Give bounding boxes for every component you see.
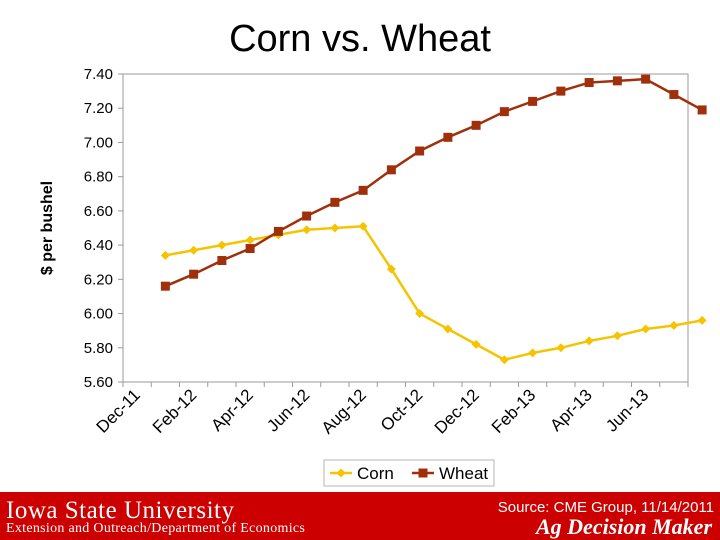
legend-label: Wheat — [439, 464, 489, 483]
corn-point — [528, 348, 537, 357]
corn-point — [641, 324, 650, 333]
y-tick-label: 6.40 — [83, 237, 113, 255]
legend-marker — [419, 469, 428, 478]
wheat-point — [443, 133, 452, 142]
legend-label: Corn — [357, 464, 394, 483]
corn-point — [698, 316, 707, 325]
corn-point — [161, 251, 170, 260]
y-axis-label: $ per bushel — [39, 180, 56, 276]
x-tick-label: Oct-12 — [376, 385, 427, 435]
y-tick-label: 6.00 — [83, 305, 113, 323]
source-note: Source: CME Group, 11/14/2011 — [497, 499, 714, 516]
y-tick-label: 6.80 — [83, 168, 113, 186]
department-name: Extension and Outreach/Department of Economics — [6, 521, 306, 536]
corn-point — [217, 241, 226, 250]
x-tick-label: Aug-12 — [317, 385, 370, 438]
slide-title: Corn vs. Wheat — [229, 18, 491, 60]
y-tick-label: 7.40 — [83, 66, 113, 83]
university-wordmark: Iowa State University — [6, 497, 235, 524]
corn-point — [472, 340, 481, 349]
wheat-point — [585, 78, 594, 87]
corn-point — [330, 224, 339, 233]
x-tick-label: Feb-13 — [487, 385, 540, 437]
wheat-point — [246, 244, 255, 253]
wheat-point — [669, 90, 678, 99]
wheat-point — [189, 270, 198, 279]
corn-point — [556, 343, 565, 352]
plot-area — [123, 74, 688, 382]
corn-point — [500, 355, 509, 364]
wheat-point — [302, 212, 311, 221]
wheat-point — [500, 107, 509, 116]
y-tick-label: 5.60 — [83, 374, 113, 391]
wheat-point — [556, 87, 565, 96]
corn-point — [443, 324, 452, 333]
x-tick-label: Jun-13 — [602, 385, 653, 436]
corn-point — [669, 321, 678, 330]
corn-point — [613, 331, 622, 340]
brand-logo: Ag Decision Maker — [536, 514, 712, 539]
x-tick-label: Dec-12 — [430, 385, 483, 438]
x-tick-label: Jun-12 — [263, 385, 314, 436]
wheat-point — [161, 282, 170, 291]
x-tick-label: Dec-11 — [92, 385, 144, 437]
wheat-point — [528, 97, 537, 106]
corn-point — [189, 246, 198, 255]
wheat-point — [641, 75, 650, 84]
wheat-line — [165, 79, 702, 286]
corn-point — [302, 225, 311, 234]
corn-point — [585, 336, 594, 345]
y-tick-label: 5.80 — [83, 339, 113, 357]
wheat-point — [359, 186, 368, 195]
wheat-point — [698, 105, 707, 114]
wheat-point — [274, 227, 283, 236]
x-tick-label: Feb-12 — [148, 385, 201, 437]
wheat-point — [330, 198, 339, 207]
wheat-point — [415, 147, 424, 156]
wheat-point — [472, 121, 481, 130]
corn-point — [246, 235, 255, 244]
x-tick-label: Apr-13 — [546, 385, 596, 435]
y-tick-label: 6.60 — [83, 202, 113, 220]
wheat-point — [217, 256, 226, 265]
x-tick-label: Apr-12 — [207, 385, 257, 435]
y-tick-label: 7.20 — [83, 100, 113, 118]
y-tick-label: 7.00 — [83, 134, 113, 152]
wheat-point — [613, 76, 622, 85]
wheat-point — [387, 165, 396, 174]
y-tick-label: 6.20 — [83, 271, 113, 289]
